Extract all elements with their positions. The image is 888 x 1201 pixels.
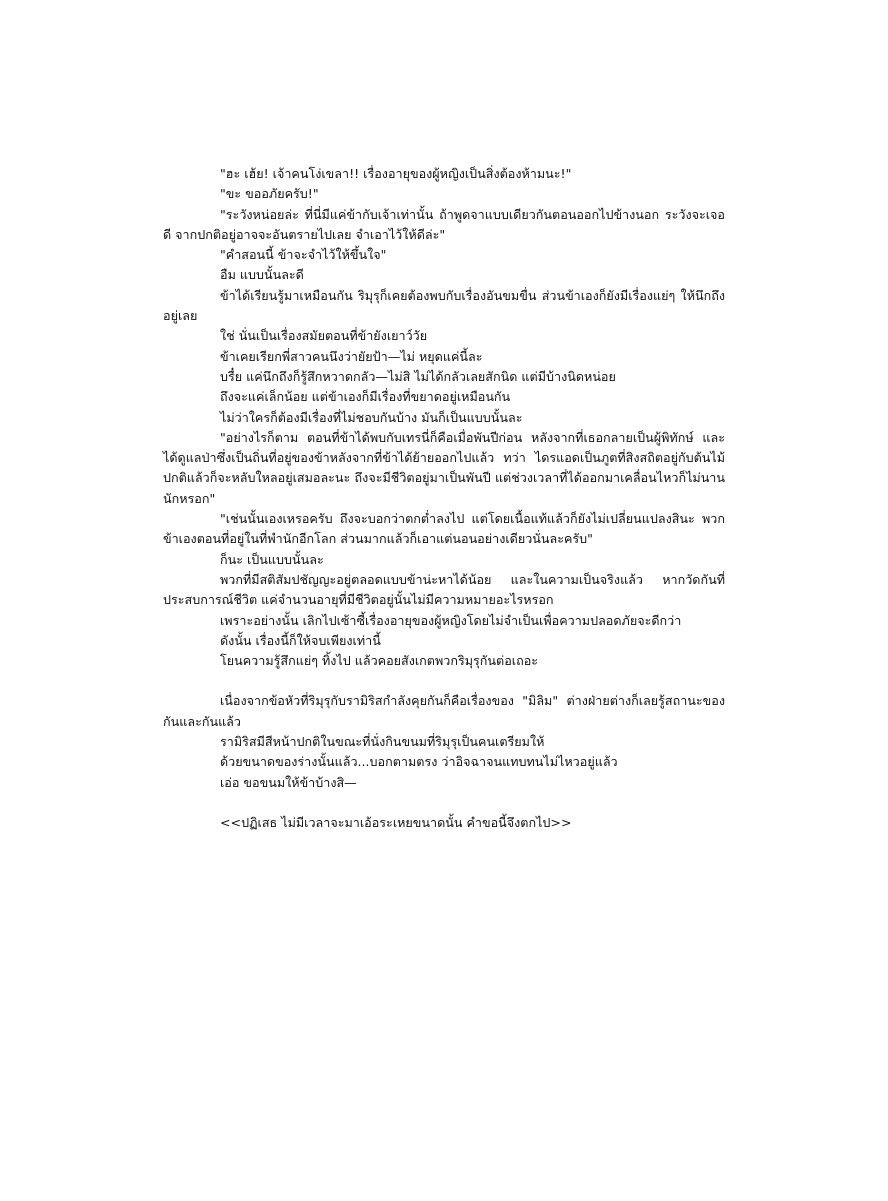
paragraph: ข้าเคยเรียกพี่สาวคนนึงว่ายัยป้า—ไม่ หยุดแค่นี้ละ (220, 348, 483, 364)
paragraph: ถึงจะแค่เล็กน้อย แต่ข้าเองก็มีเรื่องที่ขยาดอยู่เหมือนกัน (220, 389, 511, 405)
paragraph: "คำสอนนี้ ข้าจะจำไว้ให้ขึ้นใจ" (220, 247, 387, 263)
paragraph: โยนความรู้สึกแย่ๆ ทิ้งไป แล้วคอยสังเกตพวกริมุรุกันต่อเถอะ (220, 653, 539, 669)
paragraph: เอ่อ ขอขนมให้ข้าบ้างสิ— (220, 774, 357, 790)
paragraph: "ฮะ เฮ้ย! เจ้าคนโง่เขลา!! เรื่องอายุของผู้หญิงเป็นสิ่งต้องห้ามนะ!" (220, 166, 572, 181)
paragraph: ก็นะ เป็นแบบนั้นละ (220, 551, 324, 567)
paragraph: บรื๋ย แค่นึกถึงก็รู้สึกหวาดกลัว—ไม่สิ ไม่ได้กลัวเลยสักนิด แต่มีบ้างนิดหน่อย (220, 368, 616, 384)
body-text (163, 164, 725, 833)
paragraph: ใช่ นั่นเป็นเรื่องสมัยตอนที่ข้ายังเยาว์วัย (220, 328, 428, 344)
paragraph: ไม่ว่าใครก็ต้องมีเรื่องที่ไม่ชอบกันบ้าง มันก็เป็นแบบนั้นละ (220, 409, 523, 425)
paragraph: ด้วยขนาดของร่างนั้นแล้ว...บอกตามตรง ว่าอิจฉาจนแทบทนไม่ไหวอยู่แล้ว (220, 754, 618, 770)
paragraph: เพราะอย่างนั้น เลิกไปเซ้าซี้เรื่องอายุของผู้หญิงโดยไม่จำเป็นเพื่อความปลอดภัยจะดีกว่า (220, 612, 682, 628)
paragraph: "ระวังหน่อยล่ะ ที่นี่มีแค่ข้ากับเจ้าเท่านั้น ถ้าพูดจาแบบเดียวกันตอนออกไปข้างนอก ระวังจะเจอดี จากปกติอยู่อาจจะอันตรายไปเลย จำเอาไว้ให้ดีล่ะ" (163, 206, 725, 242)
paragraph: พวกที่มีสติสัมปชัญญะอยู่ตลอดแบบข้าน่ะหาได้น้อย และในความเป็นจริงแล้ว หากวัดกันที่ประสบการณ์ชีวิต แค่จำนวนอายุที่มีชีวิตอยู่นั้นไม่มีความหมายอะไรหรอก (163, 571, 725, 608)
paragraph: ดังนั้น เรื่องนี้ก็ให้จบเพียงเท่านี้ (220, 632, 381, 648)
paragraph: "เช่นนั้นเองเหรอครับ ถึงจะบอกว่าตกต่ำลงไป แต่โดยเนื้อแท้แล้วก็ยังไม่เปลี่ยนแปลงสินะ พวกข้าเองตอนที่อยู่ในที่พำนักอีกโลก ส่วนมากแล้วก็เอาแต่นอนอย่างเดียวนั่นละครับ" (163, 511, 725, 547)
paragraph: "อย่างไรก็ตาม ตอนที่ข้าได้พบกับเทรนี่ก็คือเมื่อพันปีก่อน หลังจากที่เธอกลายเป็นผู้พิทักษ์ และได้ดูแลป่าซึ่งเป็นถิ่นที่อยู่ของข้าหลังจากที่ข้าได้ย้ายออกไปแล้ว ทว่า ไดรแอดเป็นภูตที่สิงสถิตอยู่กับต้นไม้ ปกติแล้วก็จะหลับใหลอยู่เสมอละนะ ถึงจะมีชีวิตอยู่มาเป็นพันปี แต่ช่วงเวลาที่ได้ออกมาเคลื่อนไหวก็ไม่นานนักหรอก" (163, 429, 725, 506)
paragraph: "ขะ ขออภัยครับ!" (220, 186, 319, 202)
paragraph: รามิริสมีสีหน้าปกติในขณะที่นั่งกินขนมที่ริมุรุเป็นคนเตรียมให้ (220, 734, 545, 750)
paragraph: เนื่องจากข้อหัวที่ริมุรุกับรามิริสกำลังคุยกันก็คือเรื่องของ "มิลิม" ต่างฝ่ายต่างก็เลยรู้สถานะของกันและกันแล้ว (163, 693, 725, 729)
paragraph: อืม แบบนั้นละดี (220, 267, 304, 283)
paragraph: <<ปฏิเสธ ไม่มีเวลาจะมาเอ้อระเหยขนาดนั้น คำขอนี้จึงตกไป>> (220, 814, 572, 830)
paragraph: ข้าได้เรียนรู้มาเหมือนกัน ริมุรุก็เคยต้องพบกับเรื่องอันขมขื่น ส่วนข้าเองก็ยังมีเรื่องแย่ๆ ให้นึกถึงอยู่เลย (163, 287, 725, 324)
